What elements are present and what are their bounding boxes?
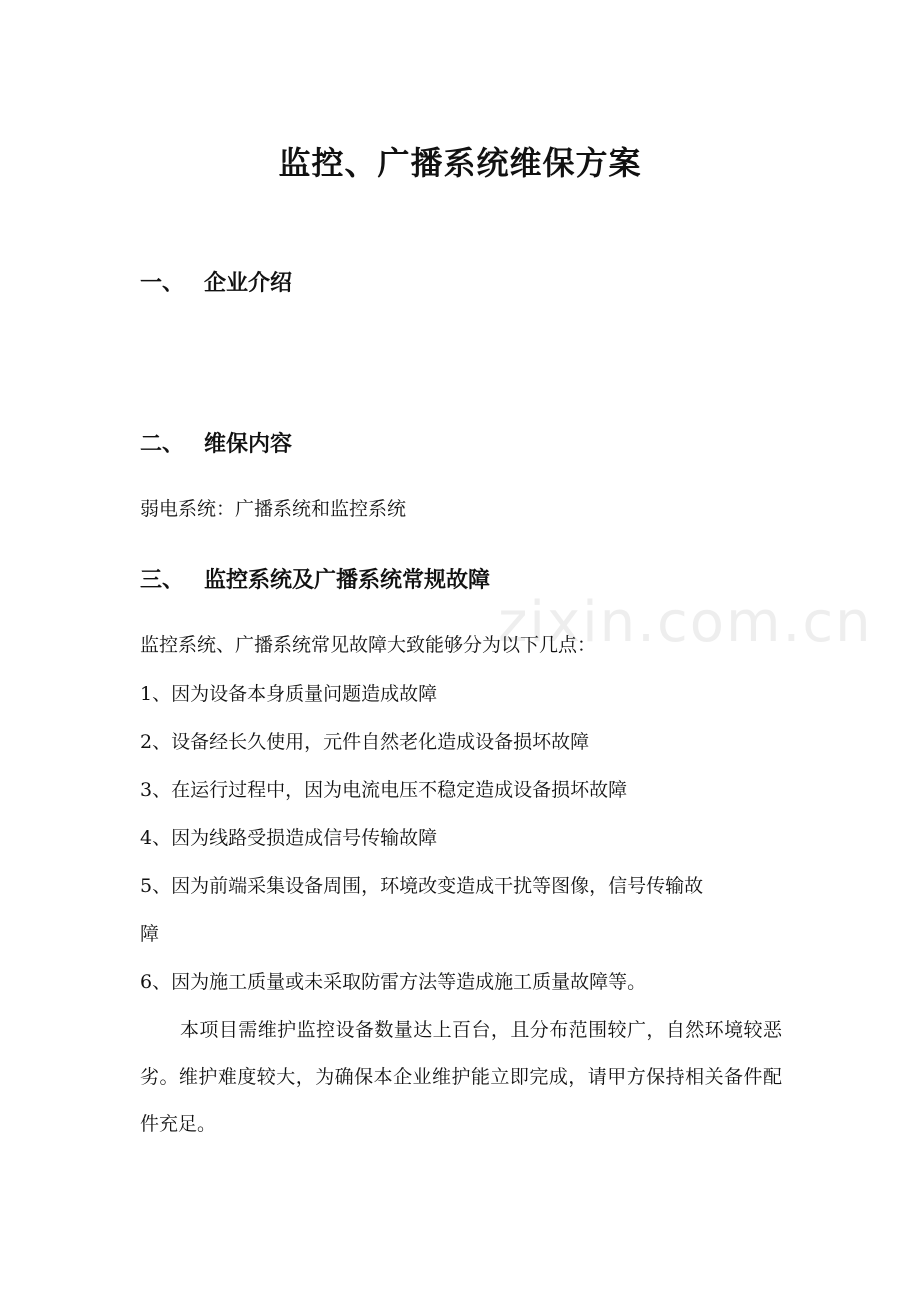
section-heading-2: [140, 427, 292, 458]
fault-item: 6、因为施工质量或未采取防雷方法等造成施工质量故障等。: [140, 971, 647, 993]
section-number: 二、: [140, 432, 185, 457]
fault-item: 1、因为设备本身质量问题造成故障: [140, 683, 438, 705]
section-number: 三、: [140, 568, 185, 593]
document-title: 监控、广播系统维保方案: [278, 144, 642, 182]
closing-paragraph: 本项目需维护监控设备数量达上百台，且分布范围较广，自然环境较恶劣。维护难度较大，为确保本企业维护能立即完成，请甲方保持相关备件配件充足。: [140, 1019, 782, 1135]
fault-item-continuation: 障: [140, 923, 160, 945]
section-title: 维保内容: [204, 432, 293, 457]
section-heading-3: [140, 563, 490, 594]
section-title: 企业介绍: [204, 271, 293, 296]
section-number: 一、: [140, 271, 185, 296]
fault-item: 3、在运行过程中，因为电流电压不稳定造成设备损坏故障: [140, 779, 628, 801]
section-heading-1: [140, 266, 292, 297]
watermark: zixin.com.cn: [498, 590, 873, 655]
fault-item: 2、设备经长久使用，元件自然老化造成设备损坏故障: [140, 731, 590, 753]
section-title: 监控系统及广播系统常规故障: [204, 568, 491, 593]
fault-item: 5、因为前端采集设备周围，环境改变造成干扰等图像，信号传输故: [140, 875, 704, 897]
fault-intro: 监控系统、广播系统常见故障大致能够分为以下几点：: [140, 634, 597, 656]
weak-current-line: 弱电系统：广播系统和监控系统: [140, 498, 407, 520]
fault-item: 4、因为线路受损造成信号传输故障: [140, 827, 438, 849]
